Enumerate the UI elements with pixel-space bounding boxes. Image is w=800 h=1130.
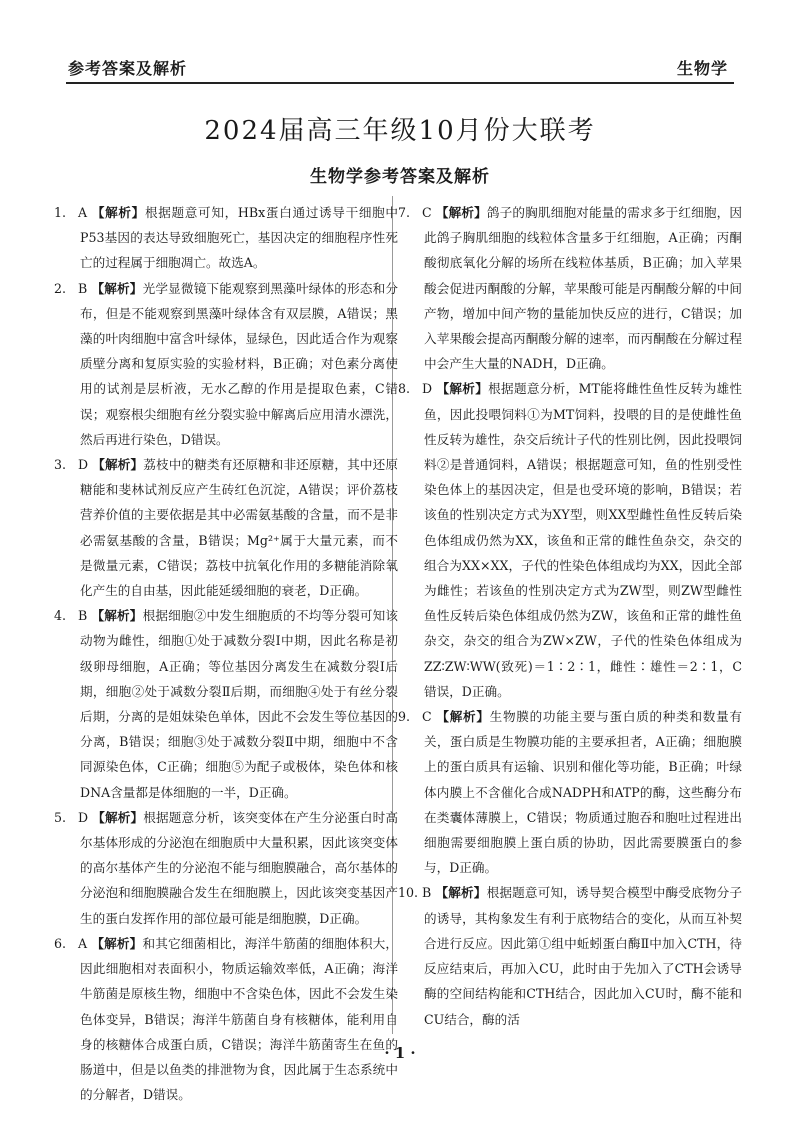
item-number: 8. — [398, 381, 411, 397]
answer-item-8 — [398, 376, 742, 704]
item-text: 和其它细菌相比，海洋牛筋菌的细胞体积大，因此细胞相对表面积小，物质运输效率低，A正确；海洋牛筋菌是原核生物，细胞中不含染色体，因此不会发生染色体变异，B错误；海洋牛筋菌自身有核糖体，能利用自身的核糖体合成蛋白质，C错误；海洋牛筋菌寄生在鱼的肠道中，但是以鱼类的排泄物为食，因此属于生态系统中的分解者，D错误。 — [80, 935, 399, 1103]
analysis-tag: 【解析】 — [435, 885, 487, 901]
analysis-tag: 【解析】 — [436, 709, 490, 725]
answer-item-5 — [54, 805, 398, 931]
item-number: 4. — [54, 608, 67, 624]
answer-item-2 — [54, 276, 398, 452]
item-answer: A — [78, 935, 88, 951]
analysis-tag: 【解析】 — [435, 205, 487, 220]
item-number: 7. — [398, 205, 411, 220]
header-divider — [66, 82, 734, 84]
answer-item-6 — [54, 931, 398, 1107]
analysis-tag: 【解析】 — [92, 457, 144, 473]
answer-item-3 — [54, 452, 398, 603]
right-column — [398, 200, 742, 1035]
page-title: 2024届高三年级10月份大联考 — [204, 116, 596, 146]
item-answer: B — [422, 885, 432, 901]
item-number: 6. — [54, 935, 67, 951]
item-text: 根据题意分析，MT能将雌性鱼性反转为雄性鱼，因此投喂饲料①为MT饲料，投喂的目的是使雌性鱼性反转为雄性，杂交后统计子代的性别比例，因此投喂饲料②是普通饲料，A错误；根据题意可知，鱼的性别受性染色体上的基因决定，但是也受环境的影响，B错误；若该鱼的性别决定方式为XY型，则XX型雌性鱼性反转后染色体组成仍然为XX，该鱼和正常的雌性鱼杂交，杂交的组合为XX×XX，子代的性染色体组成均为XX，因此全部为雌性；若该鱼的性别决定方式为ZW型，则ZW型雌性鱼性反转后染色体组成仍然为ZW，该鱼和正常的雌性鱼杂交，杂交的组合为ZW×ZW，子代的性染色体组成为ZZ∶ZW∶WW(致死)＝1∶2∶1，雌性∶雄性＝2∶1，C错误，D正确。 — [424, 381, 743, 699]
item-number: 5. — [54, 809, 67, 825]
answer-item-7 — [398, 200, 742, 376]
item-answer: D — [78, 809, 89, 825]
header-subject-label: 生物学 — [676, 59, 728, 78]
analysis-tag: 【解析】 — [91, 280, 143, 296]
item-number: 2. — [54, 280, 67, 296]
analysis-tag: 【解析】 — [91, 935, 143, 951]
item-text: 光学显微镜下能观察到黑藻叶绿体的形态和分布，但是不能观察到黑藻叶绿体含有双层膜，A错误；黑藻的叶肉细胞中富含叶绿体，显绿色，因此适合作为观察质壁分离和复原实验的实验材料，B正确；对色素分离使用的试剂是层析液，无水乙醇的作用是提取色素，C错误；观察根尖细胞有丝分裂实验中解离后应用清水漂洗，然后再进行染色，D错误。 — [80, 280, 399, 447]
item-text: 根据细胞②中发生细胞质的不均等分裂可知该动物为雌性，细胞①处于减数分裂Ⅰ中期，因此名称是初级卵母细胞，A正确；等位基因分离发生在减数分裂Ⅰ后期，细胞②处于减数分裂Ⅱ后期，而细胞④处于有丝分裂后期，分离的是姐妹染色单体，因此不会发生等位基因的分离，B错误；细胞③处于减数分裂Ⅱ中期，细胞中不含同源染色体，C正确；细胞⑤为配子或极体，染色体和核DNA含量都是体细胞的一半，D正确。 — [80, 608, 399, 800]
analysis-tag: 【解析】 — [436, 381, 489, 397]
item-answer: C — [422, 205, 432, 220]
item-text: 根据题意分析，该突变体在产生分泌蛋白时高尔基体形成的分泌泡在细胞质中大量积累，因此该突变体的高尔基体产生的分泌泡不能与细胞膜融合，高尔基体的分泌泡和细胞膜融合发生在细胞膜上，因此该突变基因产生的蛋白发挥作用的部位最可能是细胞膜，D正确。 — [80, 809, 398, 926]
item-number: 10. — [398, 885, 419, 901]
page-number: · 1 · — [384, 1044, 416, 1062]
item-answer: B — [78, 608, 88, 624]
item-text: 生物膜的功能主要与蛋白质的种类和数量有关，蛋白质是生物膜功能的主要承担者，A正确；细胞膜上的蛋白质具有运输、识别和催化等功能，B正确；叶绿体内膜上不含催化合成NADPH和ATP的酶，这些酶分布在类囊体薄膜上，C错误；物质通过胞吞和胞吐过程进出细胞需要细胞膜上蛋白质的协助，因此需要膜蛋白的参与，D正确。 — [424, 709, 742, 876]
item-text: 荔枝中的糖类有还原糖和非还原糖，其中还原糖能和斐林试剂反应产生砖红色沉淀，A错误；评价荔枝营养价值的主要依据是其中必需氨基酸的含量，而不是非必需氨基酸的含量，B错误；Mg²⁺属于大量元素，而不是微量元素，C错误；荔枝中抗氧化作用的多糖能消除氧化产生的自由基，因此能延缓细胞的衰老，D正确。 — [80, 457, 398, 599]
item-number: 3. — [54, 457, 67, 473]
item-number: 9. — [398, 709, 411, 725]
page-subtitle: 生物学参考答案及解析 — [310, 167, 490, 187]
analysis-tag: 【解析】 — [92, 809, 144, 825]
item-number: 1. — [54, 205, 67, 220]
left-column — [54, 200, 399, 1103]
item-answer: B — [78, 280, 88, 296]
answer-item-1 — [54, 200, 398, 276]
item-answer: C — [422, 709, 432, 725]
item-text: 根据题意可知，诱导契合模型中酶受底物分子的诱导，其构象发生有利于底物结合的变化，从而互补契合进行反应。因此第①组中蚯蚓蛋白酶Ⅱ中加入CTH，待反应结束后，再加入CU，此时由于先加入了CTH会诱导酶的空间结构能和CTH结合，因此加入CU时，酶不能和CU结合，酶的活 — [424, 885, 743, 1027]
analysis-tag: 【解析】 — [91, 608, 143, 624]
item-text: 根据题意可知，HBx蛋白通过诱导干细胞中P53基因的表达导致细胞死亡，基因决定的细胞程序性死亡的过程属于细胞凋亡。故选A。 — [80, 205, 399, 271]
answer-item-10 — [398, 880, 742, 1031]
header-left-label: 参考答案及解析 — [68, 59, 188, 78]
item-answer: D — [422, 381, 433, 397]
answer-item-9 — [398, 704, 742, 880]
answer-item-4 — [54, 603, 398, 805]
analysis-tag: 【解析】 — [91, 205, 145, 220]
item-text: 鸽子的胸肌细胞对能量的需求多于红细胞，因此鸽子胸肌细胞的线粒体含量多于红细胞，A正确；丙酮酸彻底氧化分解的场所在线粒体基质，B正确；加入苹果酸会促进丙酮酸的分解，苹果酸可能是丙酮酸分解的中间产物，增加中间产物的量能加快反应的进行，C错误；加入苹果酸会提高丙酮酸分解的速率，而丙酮酸在分解过程中会产生大量的NADH，D正确。 — [424, 205, 743, 372]
item-answer: A — [78, 205, 88, 220]
item-answer: D — [78, 457, 89, 473]
